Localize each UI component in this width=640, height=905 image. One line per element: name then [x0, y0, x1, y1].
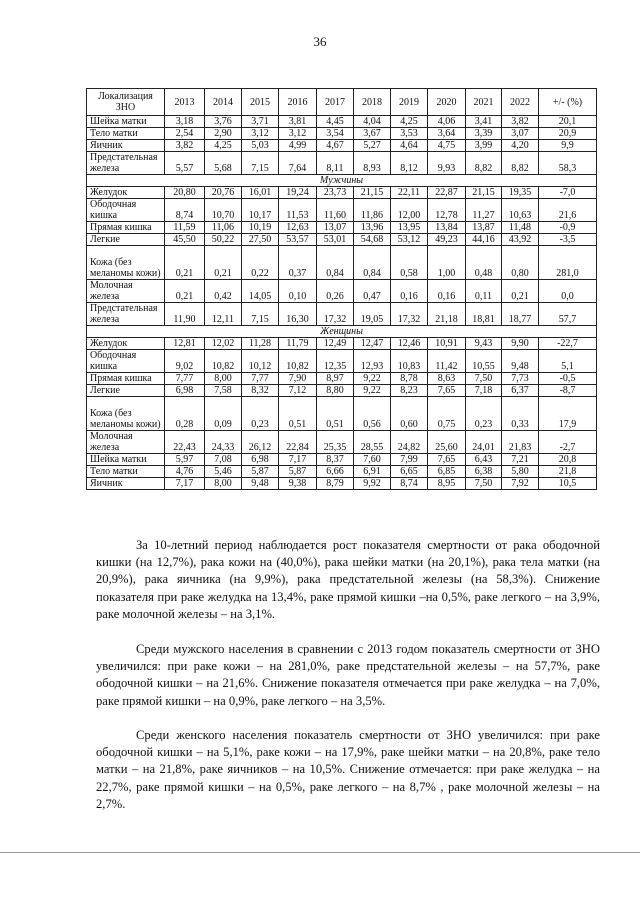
table-cell: 8,23	[391, 385, 428, 397]
table-cell: 10,91	[428, 338, 466, 350]
table-cell: 21,8	[539, 466, 597, 478]
table-cell: 12,63	[279, 222, 317, 234]
table-cell: 8,32	[242, 385, 279, 397]
row-label: Молочная железа	[87, 280, 165, 303]
table-cell: 22,84	[279, 431, 317, 454]
table-cell: 26,12	[242, 431, 279, 454]
table-cell: 3,82	[165, 140, 205, 152]
table-cell: 7,77	[165, 373, 205, 385]
table-cell: 11,27	[466, 199, 502, 222]
table-cell: 58,3	[539, 152, 597, 175]
table-cell: 14,05	[242, 280, 279, 303]
table-cell: 7,64	[279, 152, 317, 175]
table-cell: 20,8	[539, 454, 597, 466]
table-cell: 17,9	[539, 397, 597, 431]
table-cell: 0,11	[466, 280, 502, 303]
table-cell: 8,63	[428, 373, 466, 385]
table-cell: 9,93	[428, 152, 466, 175]
table-cell: 21,15	[466, 187, 502, 199]
table-row	[87, 234, 597, 246]
table-cell: 3,39	[466, 128, 502, 140]
table-cell: 4,06	[428, 116, 466, 128]
table-cell: 45,50	[165, 234, 205, 246]
table-cell: 0,56	[354, 397, 391, 431]
row-label: Легкие	[87, 385, 165, 397]
table-cell: 3,53	[391, 128, 428, 140]
table-cell: 12,35	[317, 350, 354, 373]
table-cell: 0,16	[428, 280, 466, 303]
table-cell: 0,09	[205, 397, 242, 431]
table-cell: 0,21	[502, 280, 539, 303]
table-cell: 25,35	[317, 431, 354, 454]
header-col: 2015	[242, 89, 279, 116]
table-cell: 4,75	[428, 140, 466, 152]
table-cell: 0,22	[242, 246, 279, 280]
table-cell: 8,74	[391, 478, 428, 490]
table-cell: 0,37	[279, 246, 317, 280]
table-cell: 281,0	[539, 246, 597, 280]
table-cell: 6,43	[466, 454, 502, 466]
table-cell: 7,65	[428, 454, 466, 466]
table-cell: 8,82	[466, 152, 502, 175]
table-cell: 20,76	[205, 187, 242, 199]
table-cell: 5,87	[279, 466, 317, 478]
table-row	[87, 152, 597, 175]
header-col: 2017	[317, 89, 354, 116]
table-cell: 28,55	[354, 431, 391, 454]
table-cell: -0,9	[539, 222, 597, 234]
table-cell: 25,60	[428, 431, 466, 454]
table-cell: 4,99	[279, 140, 317, 152]
table-cell: 21,15	[354, 187, 391, 199]
table-cell: 49,23	[428, 234, 466, 246]
table-row	[87, 385, 597, 397]
table-row	[87, 373, 597, 385]
table-cell: 5,27	[354, 140, 391, 152]
table-cell: 4,04	[354, 116, 391, 128]
table-cell: 10,70	[205, 199, 242, 222]
row-label: Кожа (без меланомы кожи)	[87, 246, 165, 280]
table-cell: 21,18	[428, 303, 466, 326]
table-cell: 0,48	[466, 246, 502, 280]
table-cell: 22,87	[428, 187, 466, 199]
table-cell: 8,95	[428, 478, 466, 490]
table-cell: 7,92	[502, 478, 539, 490]
table-row	[87, 280, 597, 303]
table-cell: 2,90	[205, 128, 242, 140]
table-cell: -22,7	[539, 338, 597, 350]
table-cell: 53,57	[279, 234, 317, 246]
table-row	[87, 187, 597, 199]
footer-divider	[0, 852, 640, 853]
table-cell: 0,21	[205, 246, 242, 280]
table-cell: 0,21	[165, 280, 205, 303]
table-cell: 8,11	[317, 152, 354, 175]
header-localization: Локализация ЗНО	[87, 89, 165, 116]
header-col: 2014	[205, 89, 242, 116]
table-cell: 0,10	[279, 280, 317, 303]
table-cell: 24,33	[205, 431, 242, 454]
header-col: 2019	[391, 89, 428, 116]
table-cell: 9,22	[354, 373, 391, 385]
row-label: Предстательная железа	[87, 303, 165, 326]
table-cell: 20,9	[539, 128, 597, 140]
table-cell: 5,1	[539, 350, 597, 373]
table-cell: 11,42	[428, 350, 466, 373]
table-cell: 7,65	[428, 385, 466, 397]
table-cell: 8,80	[317, 385, 354, 397]
table-row	[87, 397, 597, 431]
row-label: Прямая кишка	[87, 222, 165, 234]
table-cell: 3,67	[354, 128, 391, 140]
table-cell: 4,25	[391, 116, 428, 128]
header-col: 2018	[354, 89, 391, 116]
table-cell: 12,49	[317, 338, 354, 350]
table-cell: 7,15	[242, 152, 279, 175]
table-cell: 57,7	[539, 303, 597, 326]
table-cell: 11,53	[279, 199, 317, 222]
table-cell: 19,24	[279, 187, 317, 199]
table-cell: 10,63	[502, 199, 539, 222]
paragraph-women: Среди женского населения показатель смертности от ЗНО увеличился: при раке ободочной кишки – на 5,1%, раке кожи – на 17,9%, раке шейки матки – на 20,8%, раке тело матки – на 21,8%, раке яичников – на 10,5%. Снижение отмечается: при раке желудка – на 22,7%, раке прямой кишки – на 0,5%, раке легкого – на 8,7% , раке молочной железы – на 2,7%.	[96, 728, 600, 811]
table-cell: 3,99	[466, 140, 502, 152]
table-cell: -7,0	[539, 187, 597, 199]
table-cell: 5,03	[242, 140, 279, 152]
table-cell: 7,77	[242, 373, 279, 385]
table-cell: 11,60	[317, 199, 354, 222]
table-cell: 5,97	[165, 454, 205, 466]
table-cell: 7,73	[502, 373, 539, 385]
table-cell: 50,22	[205, 234, 242, 246]
table-cell: 7,21	[502, 454, 539, 466]
table-cell: 0,23	[242, 397, 279, 431]
table-cell: 3,07	[502, 128, 539, 140]
table-row	[87, 246, 597, 280]
table-cell: 11,06	[205, 222, 242, 234]
table-cell: -2,7	[539, 431, 597, 454]
table-cell: 3,18	[165, 116, 205, 128]
table-cell: 3,12	[242, 128, 279, 140]
table-cell: 54,68	[354, 234, 391, 246]
table-cell: 5,87	[242, 466, 279, 478]
table-cell: 4,45	[317, 116, 354, 128]
row-label: Прямая кишка	[87, 373, 165, 385]
table-cell: 3,41	[466, 116, 502, 128]
table-cell: 17,32	[317, 303, 354, 326]
table-cell: 6,37	[502, 385, 539, 397]
table-cell: 0,58	[391, 246, 428, 280]
table-cell: 18,77	[502, 303, 539, 326]
table-cell: 9,92	[354, 478, 391, 490]
table-cell: 19,35	[502, 187, 539, 199]
header-col: 2022	[502, 89, 539, 116]
table-cell: 9,22	[354, 385, 391, 397]
table-cell: 4,76	[165, 466, 205, 478]
table-cell: 5,57	[165, 152, 205, 175]
header-col: 2020	[428, 89, 466, 116]
section-row	[87, 175, 597, 187]
row-label: Ободочная кишка	[87, 350, 165, 373]
table-row	[87, 478, 597, 490]
table-cell: 19,05	[354, 303, 391, 326]
row-label: Молочная железа	[87, 431, 165, 454]
table-cell: 7,17	[165, 478, 205, 490]
table-cell: 22,11	[391, 187, 428, 199]
table-cell: 0,42	[205, 280, 242, 303]
table-row	[87, 350, 597, 373]
table-row	[87, 199, 597, 222]
table-cell: 9,48	[242, 478, 279, 490]
table-cell: 3,54	[317, 128, 354, 140]
table-cell: 44,16	[466, 234, 502, 246]
table-cell: 4,20	[502, 140, 539, 152]
section-row	[87, 326, 597, 338]
table-cell: 10,55	[466, 350, 502, 373]
table-cell: 3,71	[242, 116, 279, 128]
table-cell: 0,33	[502, 397, 539, 431]
table-cell: 10,83	[391, 350, 428, 373]
table-cell: 13,84	[428, 222, 466, 234]
row-label: Предстательная железа	[87, 152, 165, 175]
table-cell: 8,82	[502, 152, 539, 175]
table-cell: 0,51	[279, 397, 317, 431]
table-cell: 0,23	[466, 397, 502, 431]
table-row	[87, 128, 597, 140]
row-label: Яичник	[87, 478, 165, 490]
table-cell: 13,96	[354, 222, 391, 234]
table-cell: 23,73	[317, 187, 354, 199]
header-col: 2016	[279, 89, 317, 116]
table-cell: 10,12	[242, 350, 279, 373]
table-cell: 6,65	[391, 466, 428, 478]
table-cell: 11,28	[242, 338, 279, 350]
table-cell: 4,25	[205, 140, 242, 152]
table-cell: 7,08	[205, 454, 242, 466]
table-cell: 0,21	[165, 246, 205, 280]
table-row	[87, 466, 597, 478]
table-cell: 13,87	[466, 222, 502, 234]
table-row	[87, 431, 597, 454]
table-cell: 27,50	[242, 234, 279, 246]
table-cell: 10,17	[242, 199, 279, 222]
section-label: Мужчины	[87, 175, 597, 187]
table-cell: 6,38	[466, 466, 502, 478]
table-cell: 17,32	[391, 303, 428, 326]
table-cell: 7,50	[466, 478, 502, 490]
header-col: 2021	[466, 89, 502, 116]
table-row	[87, 222, 597, 234]
table-cell: 12,81	[165, 338, 205, 350]
table-cell: 21,6	[539, 199, 597, 222]
table-cell: 12,78	[428, 199, 466, 222]
table-cell: 43,92	[502, 234, 539, 246]
paragraph-overall: За 10-летний период наблюдается рост показателя смертности от рака ободочной кишки (на 12,7%), рака кожи на (40,0%), рака шейки матки (на 20,1%), рака тела матки (на 20,9%), рака яичника (на 9,9%), рака предстательной железы (на 58,3%). Снижение показателя при раке желудка на 13,4%, раке прямой кишки –на 0,5%, раке легкого – на 3,9%, раке молочной железы – на 3,1%.	[96, 538, 600, 621]
table-cell: 12,93	[354, 350, 391, 373]
table-cell: 8,74	[165, 199, 205, 222]
table-cell: 10,5	[539, 478, 597, 490]
page-number: 36	[313, 34, 327, 49]
table-cell: 10,82	[205, 350, 242, 373]
row-label: Кожа (без меланомы кожи)	[87, 397, 165, 431]
table-cell: 3,81	[279, 116, 317, 128]
table-cell: 16,01	[242, 187, 279, 199]
table-cell: 4,67	[317, 140, 354, 152]
table-cell: 7,12	[279, 385, 317, 397]
table-header-row	[87, 89, 597, 116]
table-cell: 10,82	[279, 350, 317, 373]
table-row	[87, 303, 597, 326]
table-cell: 9,43	[466, 338, 502, 350]
table-cell: 20,1	[539, 116, 597, 128]
table-cell: 0,75	[428, 397, 466, 431]
table-cell: 9,02	[165, 350, 205, 373]
table-cell: 0,84	[317, 246, 354, 280]
table-cell: 6,91	[354, 466, 391, 478]
table-cell: 13,95	[391, 222, 428, 234]
table-cell: 12,47	[354, 338, 391, 350]
table-cell: 6,98	[242, 454, 279, 466]
table-cell: 3,82	[502, 116, 539, 128]
table-cell: 11,90	[165, 303, 205, 326]
table-cell: 8,78	[391, 373, 428, 385]
table-cell: 12,11	[205, 303, 242, 326]
table-row	[87, 338, 597, 350]
table-cell: 2,54	[165, 128, 205, 140]
table-cell: 9,38	[279, 478, 317, 490]
table-cell: 0,16	[391, 280, 428, 303]
table-cell: 53,01	[317, 234, 354, 246]
table-cell: -8,7	[539, 385, 597, 397]
table-cell: 8,00	[205, 478, 242, 490]
table-body	[87, 116, 597, 490]
table-cell: 22,43	[165, 431, 205, 454]
table-cell: 4,64	[391, 140, 428, 152]
table-cell: 6,85	[428, 466, 466, 478]
table-cell: 8,79	[317, 478, 354, 490]
table-cell: 0,28	[165, 397, 205, 431]
table-cell: 24,01	[466, 431, 502, 454]
table-row	[87, 140, 597, 152]
table-cell: 0,84	[354, 246, 391, 280]
table-cell: 8,12	[391, 152, 428, 175]
table-cell: 1,00	[428, 246, 466, 280]
table-cell: -0,5	[539, 373, 597, 385]
table-cell: 53,12	[391, 234, 428, 246]
table-cell: -3,5	[539, 234, 597, 246]
table-cell: 8,00	[205, 373, 242, 385]
row-label: Тело матки	[87, 128, 165, 140]
table-cell: 7,50	[466, 373, 502, 385]
table-cell: 24,82	[391, 431, 428, 454]
table-cell: 7,60	[354, 454, 391, 466]
table-cell: 20,80	[165, 187, 205, 199]
table-cell: 11,86	[354, 199, 391, 222]
table-row	[87, 454, 597, 466]
table-cell: 7,58	[205, 385, 242, 397]
row-label: Тело матки	[87, 466, 165, 478]
table-cell: 6,66	[317, 466, 354, 478]
table-cell: 7,15	[242, 303, 279, 326]
table-cell: 11,59	[165, 222, 205, 234]
table-cell: 10,19	[242, 222, 279, 234]
table-cell: 0,80	[502, 246, 539, 280]
header-col: 2013	[165, 89, 205, 116]
row-label: Шейка матки	[87, 116, 165, 128]
table-cell: 13,07	[317, 222, 354, 234]
table-cell: 11,79	[279, 338, 317, 350]
table-cell: 5,68	[205, 152, 242, 175]
table-cell: 9,9	[539, 140, 597, 152]
table-cell: 0,47	[354, 280, 391, 303]
section-label: Женщины	[87, 326, 597, 338]
table-cell: 7,90	[279, 373, 317, 385]
table-cell: 21,83	[502, 431, 539, 454]
row-label: Шейка матки	[87, 454, 165, 466]
table-cell: 16,30	[279, 303, 317, 326]
table-cell: 8,93	[354, 152, 391, 175]
table-cell: 12,00	[391, 199, 428, 222]
table-row	[87, 116, 597, 128]
table-cell: 3,64	[428, 128, 466, 140]
row-label: Легкие	[87, 234, 165, 246]
table-cell: 12,46	[391, 338, 428, 350]
table-cell: 6,98	[165, 385, 205, 397]
paragraph-men: Среди мужского населения в сравнении с 2013 годом показатель смертности от ЗНО увеличился: при раке кожи – на 281,0%, раке предстательной железы – на 57,7%, раке ободочной кишки – на 21,6%. Снижение показателя отмечается при раке желудка – на 7,0%, раке прямой кишки – на 0,9%, раке легкого – на 3,5%.	[96, 642, 600, 708]
table-cell: 5,80	[502, 466, 539, 478]
table-cell: 7,99	[391, 454, 428, 466]
table-cell: 12,02	[205, 338, 242, 350]
table-cell: 5,46	[205, 466, 242, 478]
table-cell: 18,81	[466, 303, 502, 326]
header-col: +/- (%)	[539, 89, 597, 116]
table-cell: 0,60	[391, 397, 428, 431]
table-cell: 7,17	[279, 454, 317, 466]
row-label: Яичник	[87, 140, 165, 152]
mortality-table	[86, 88, 597, 490]
table-cell: 11,48	[502, 222, 539, 234]
table-cell: 3,12	[279, 128, 317, 140]
table-cell: 8,97	[317, 373, 354, 385]
row-label: Желудок	[87, 338, 165, 350]
table-cell: 3,76	[205, 116, 242, 128]
table-cell: 0,26	[317, 280, 354, 303]
table-cell: 7,18	[466, 385, 502, 397]
table-cell: 0,51	[317, 397, 354, 431]
row-label: Желудок	[87, 187, 165, 199]
table-cell: 9,48	[502, 350, 539, 373]
table-cell: 9,90	[502, 338, 539, 350]
table-cell: 8,37	[317, 454, 354, 466]
row-label: Ободочная кишка	[87, 199, 165, 222]
table-cell: 0,0	[539, 280, 597, 303]
